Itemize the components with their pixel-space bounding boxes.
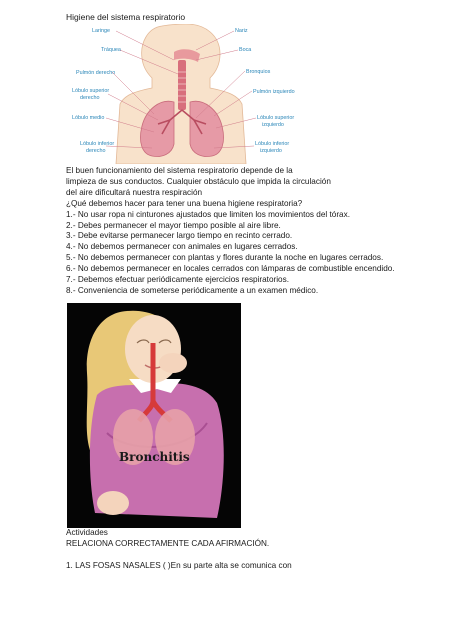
paragraph-line: El buen funcionamiento del sistema respiratorio depende de la [66,166,293,175]
left-labels [72,28,121,154]
label-lobulo-medio: Lóbulo medio [72,115,105,121]
list-item: 1.- No usar ropa ni cinturones ajustados que limiten los movimientos del tórax. [66,209,350,219]
label-lobulo-inferior-derecho-2: derecho [86,148,106,154]
question-heading: ¿Qué debemos hacer para tener una buena higiene respiratoria? [66,198,303,208]
list-item: 2.- Debes permanecer el mayor tiempo posible al aire libre. [66,220,281,230]
label-lobulo-superior-derecho-2: derecho [80,95,100,101]
label-lobulo-inferior-izquierdo-2: izquierdo [260,148,282,154]
lower-hand [97,491,129,515]
label-lobulo-inferior-derecho: Lóbulo inferior [80,141,115,147]
hand [159,353,187,373]
paragraph-line: del aire dificultará nuestra respiración [66,187,203,197]
body-text [66,166,466,297]
list-item: 6.- No debemos permanecer en locales cerrados con lámparas de combustible encendido. [66,264,395,274]
paragraph-line: limpieza de sus conductos. Cualquier obstáculo que impida la circulación [66,176,331,186]
respiratory-diagram [62,24,302,164]
label-lobulo-superior-derecho: Lóbulo superior [72,88,110,94]
bronchitis-illustration [67,303,241,528]
trachea [178,60,186,110]
activities-title: Actividades [66,528,108,537]
list-item: 3.- Debe evitarse permanecer largo tiempo en recinto cerrado. [66,231,293,241]
illustration-caption: Bronchitis [119,450,190,464]
label-lobulo-superior-izquierdo: Lóbulo superior [257,115,295,121]
label-pulmon-izquierdo: Pulmón izquierdo [253,89,295,95]
label-pulmon-derecho: Pulmón derecho [76,70,116,76]
label-nariz: Nariz [235,28,248,34]
label-traquea: Tráquea [101,47,121,53]
page-title: Higiene del sistema respiratorio [66,12,186,22]
question-1: 1. LAS FOSAS NASALES ( )En su parte alta se comunica con [66,561,292,570]
label-bronquios: Bronquios [246,69,271,75]
label-laringe: Laringe [92,28,110,34]
label-lobulo-superior-izquierdo-2: izquierdo [262,122,284,128]
list-item: 5.- No debemos permanecer con plantas y flores durante la noche en lugares cerrados. [66,253,384,263]
list-item: 4.- No debemos permanecer con animales en lugares cerrados. [66,242,298,252]
list-item: 7.- Debemos efectuar periódicamente ejercicios respiratorios. [66,275,289,285]
activities-section [66,528,269,550]
activities-instruction: RELACIONA CORRECTAMENTE CADA AFIRMACIÓN. [66,538,270,548]
label-boca: Boca [239,47,252,53]
list-item: 8.- Conveniencia de someterse periódicamente a un examen médico. [66,285,319,295]
label-lobulo-inferior-izquierdo: Lóbulo inferior [255,141,290,147]
